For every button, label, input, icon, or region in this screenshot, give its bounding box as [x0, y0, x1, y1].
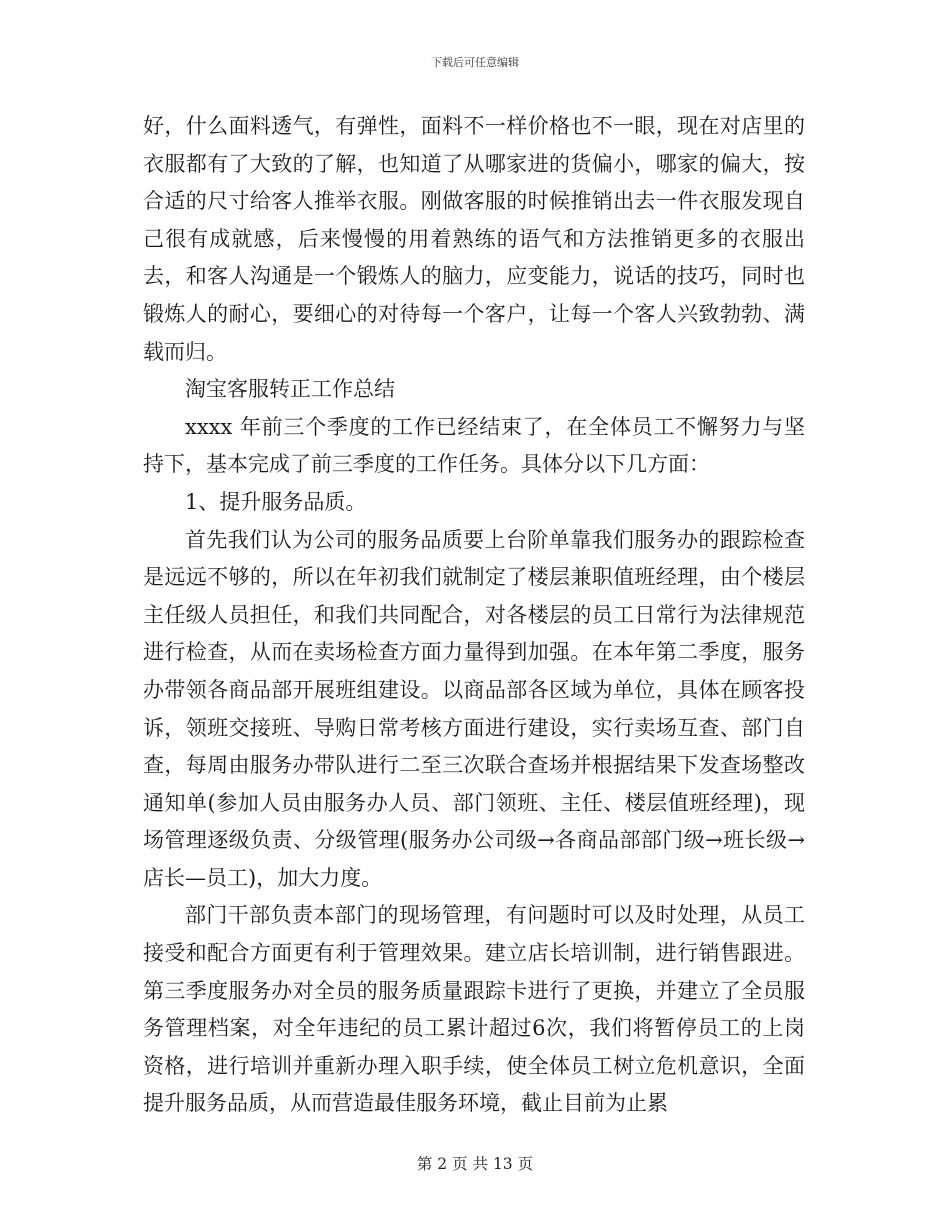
section-title: 淘宝客服转正工作总结: [185, 377, 395, 402]
document-body: [143, 108, 805, 1123]
paragraph-intro: xxxx 年前三个季度的工作已经结束了，在全体员工不懈努力与坚持下，基本完成了前三季度的工作任务。具体分以下几方面：: [143, 414, 805, 477]
paragraph-continued: 好，什么面料透气，有弹性，面料不一样价格也不一眼，现在对店里的衣服都有了大致的了解，也知道了从哪家进的货偏小，哪家的偏大，按合适的尺寸给客人推举衣服。刚做客服的时候推销出去一件衣服发现自己很有成就感，后来慢慢的用着熟练的语气和方法推销更多的衣服出去，和客人沟通是一个锻炼人的脑力，应变能力，说话的技巧，同时也锻炼人的耐心，要细心的对待每一个客户，让每一个客人兴致勃勃、满载而归。: [143, 114, 805, 364]
list-item-heading: 1、提升服务品质。: [185, 489, 367, 514]
page-header-note: 下载后可任意编辑: [431, 56, 519, 69]
page-number-footer: 第 2 页 共 13 页: [416, 1155, 534, 1173]
paragraph-service-quality: 首先我们认为公司的服务品质要上台阶单靠我们服务办的跟踪检查是远远不够的，所以在年初我们就制定了楼层兼职值班经理，由个楼层主任级人员担任，和我们共同配合，对各楼层的员工日常行为法律规范进行检查，从而在卖场检查方面力量得到加强。在本年第二季度，服务办带领各商品部开展班组建设。以商品部各区域为单位，具体在顾客投诉，领班交接班、导购日常考核方面进行建设，实行卖场互查、部门自查，每周由服务办带队进行二至三次联合查场并根据结果下发查场整改通知单(参加人员由服务办人员、部门领班、主任、楼层值班经理)，现场管理逐级负责、分级管理(服务办公司级→各商品部部门级→班长级→店长—员工)，加大力度。: [143, 527, 805, 890]
paragraph-department-management: 部门干部负责本部门的现场管理，有问题时可以及时处理，从员工接受和配合方面更有利于管理效果。建立店长培训制，进行销售跟进。第三季度服务办对全员的服务质量跟踪卡进行了更换，并建立了全员服务管理档案，对全年违纪的员工累计超过6次，我们将暂停员工的上岗资格，进行培训并重新办理入职手续，使全体员工树立危机意识，全面提升服务品质，从而营造最佳服务环境，截止目前为止累: [143, 903, 805, 1116]
